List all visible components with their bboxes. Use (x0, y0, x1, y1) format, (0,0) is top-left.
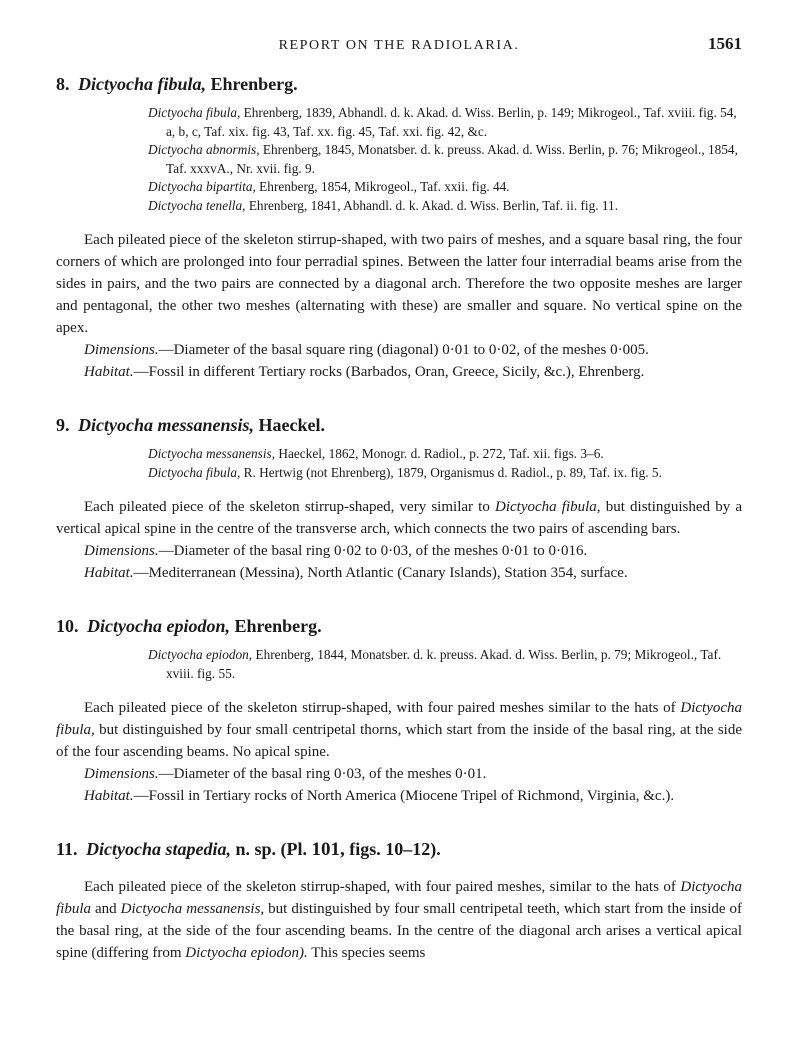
synonym-citation: Ehrenberg, 1841, Abhandl. d. k. Akad. d. Wiss. Berlin, Taf. ii. fig. 11. (248, 197, 619, 213)
synonym-name: Dictyocha bipartita, (148, 179, 256, 194)
species-entry-11 (56, 837, 742, 964)
synonym-citation: Ehrenberg, 1845, Monatsber. d. k. preuss. Akad. d. Wiss. Berlin, p. 76; Mikrogeol., 1854, Taf. xxxvA., Nr. xvii. fig. 9. (166, 142, 738, 176)
species-name: Dictyocha messanensis, (78, 415, 255, 435)
synonym-entry (148, 197, 742, 216)
species-description (56, 876, 742, 964)
species-entry-10 (56, 614, 742, 807)
description-text: but distinguished by four small centripetal teeth, which start from the inside of the basal ring, at the side of the four ascending beams. In the centre of the diagonal arch arises a vertical apical spine (differing from (56, 901, 743, 961)
synonym-entry (148, 104, 742, 141)
species-description (56, 496, 742, 540)
species-reference: Dictyocha epiodon). (185, 945, 308, 961)
species-number: 9. (56, 415, 70, 435)
page-number: 1561 (708, 34, 742, 53)
plate-reference-open: (Pl. (280, 839, 308, 859)
synonym-entry (148, 646, 742, 683)
synonym-entry (148, 178, 742, 197)
species-heading (56, 413, 742, 437)
description-text: and (95, 901, 117, 917)
synonymy-list (148, 445, 742, 482)
description-text: Each pileated piece of the skeleton stirrup-shaped, with four paired meshes similar to the hats of (84, 700, 676, 716)
synonym-citation: Ehrenberg, 1839, Abhandl. d. k. Akad. d. Wiss. Berlin, p. 149; Mikrogeol., Taf. xviii. fig. 54, a, b, c, Taf. xix. fig. 43, Taf. xx. fig. 45, Taf. xxi. fig. 42, &c. (166, 105, 737, 139)
running-header (56, 34, 742, 60)
habitat-label: Habitat. (84, 788, 134, 804)
habitat-text: —Mediterranean (Messina), North Atlantic (Canary Islands), Station 354, surface. (133, 565, 628, 581)
plate-number: 101, (311, 839, 345, 860)
synonym-citation: Ehrenberg, 1854, Mikrogeol., Taf. xxii. fig. 44. (259, 179, 510, 194)
dimensions-text: —Diameter of the basal ring 0·03, of the meshes 0·01. (158, 766, 487, 782)
synonym-citation: Ehrenberg, 1844, Monatsber. d. k. preuss. Akad. d. Wiss. Berlin, p. 79; Mikrogeol., Taf. xviii. fig. 55. (166, 647, 722, 681)
synonym-citation: R. Hertwig (not Ehrenberg), 1879, Organismus d. Radiol., p. 89, Taf. ix. fig. 5. (243, 464, 662, 480)
species-reference: Dictyocha messanensis, (120, 901, 265, 917)
habitat-text: —Fossil in different Tertiary rocks (Barbados, Oran, Greece, Sicily, &c.), Ehrenberg. (133, 364, 645, 380)
plate-figures: figs. 10–12). (349, 839, 441, 859)
species-name: Dictyocha epiodon, (87, 616, 230, 636)
synonym-name: Dictyocha epiodon, (148, 647, 253, 662)
synonym-name: Dictyocha fibula, (148, 464, 241, 480)
description-text: Each pileated piece of the skeleton stirrup-shaped, with four paired meshes, similar to the hats of (84, 879, 676, 895)
synonymy-list (148, 104, 742, 215)
species-description: Each pileated piece of the skeleton stirrup-shaped, with two pairs of meshes, and a square basal ring, the four corners of which are prolonged into four perradial spines. Between the latter four interradial beams arise from the sides in pairs, and the two pairs are connected by a diagonal arch. Therefore the two opposite meshes are larger and pentagonal, the other two meshes (alternating with these) are smaller and square. No vertical spine on the apex. (56, 232, 742, 336)
synonym-name: Dictyocha abnormis, (148, 142, 260, 157)
synonym-name: Dictyocha fibula, (148, 105, 241, 120)
synonym-entry (148, 464, 742, 483)
habitat-label: Habitat. (84, 364, 134, 380)
habitat-line (56, 562, 742, 584)
species-heading (56, 614, 742, 638)
dimensions-line (56, 540, 742, 562)
habitat-line (56, 361, 742, 383)
species-name: Dictyocha stapedia, (86, 839, 231, 859)
dimensions-line (56, 339, 742, 361)
species-description (56, 697, 742, 763)
species-number: 10. (56, 616, 79, 636)
synonym-name: Dictyocha messanensis, (148, 446, 276, 461)
dimensions-label: Dimensions. (84, 766, 159, 782)
synonymy-list (148, 646, 742, 683)
description-text: This species seems (311, 945, 426, 961)
synonym-name: Dictyocha tenella, (148, 197, 246, 213)
species-heading (56, 837, 742, 862)
dimensions-text: —Diameter of the basal ring 0·02 to 0·03, of the meshes 0·01 to 0·016. (158, 543, 588, 559)
synonym-entry (148, 445, 742, 464)
species-reference: Dictyocha fibula, (495, 499, 601, 515)
habitat-text: —Fossil in Tertiary rocks of North America (Miocene Tripel of Richmond, Virginia, &c.). (133, 788, 675, 804)
species-author: Ehrenberg. (234, 616, 322, 636)
species-author: Haeckel. (258, 415, 325, 435)
species-name: Dictyocha fibula, (78, 74, 206, 94)
species-number: 11. (56, 839, 78, 859)
description-text: but distinguished by a vertical apical spine in the centre of the transverse arch, which connects the two pairs of ascending bars. (56, 499, 743, 537)
habitat-label: Habitat. (84, 565, 134, 581)
description-text: Each pileated piece of the skeleton stirrup-shaped, very similar to (84, 499, 490, 515)
species-author: n. sp. (235, 839, 277, 859)
description-text: but distinguished by four small centripetal thorns, which start from the inside of the basal ring, at the side of the four ascending beams. No apical spine. (56, 722, 742, 760)
synonym-citation: Haeckel, 1862, Monogr. d. Radiol., p. 272, Taf. xii. figs. 3–6. (278, 446, 604, 461)
species-reference: Dictyocha fibula, (56, 700, 743, 738)
running-title: REPORT ON THE RADIOLARIA. (278, 38, 520, 53)
species-entry-8 (56, 72, 742, 383)
habitat-line (56, 785, 742, 807)
dimensions-label: Dimensions. (84, 543, 159, 559)
dimensions-label: Dimensions. (84, 342, 159, 358)
dimensions-line (56, 763, 742, 785)
species-heading (56, 72, 742, 96)
dimensions-text: —Diameter of the basal square ring (diagonal) 0·01 to 0·02, of the meshes 0·005. (158, 342, 649, 358)
species-author: Ehrenberg. (210, 74, 298, 94)
species-entry-9 (56, 413, 742, 584)
synonym-entry (148, 141, 742, 178)
species-number: 8. (56, 74, 70, 94)
species-reference: Dictyocha fibula (56, 879, 743, 917)
